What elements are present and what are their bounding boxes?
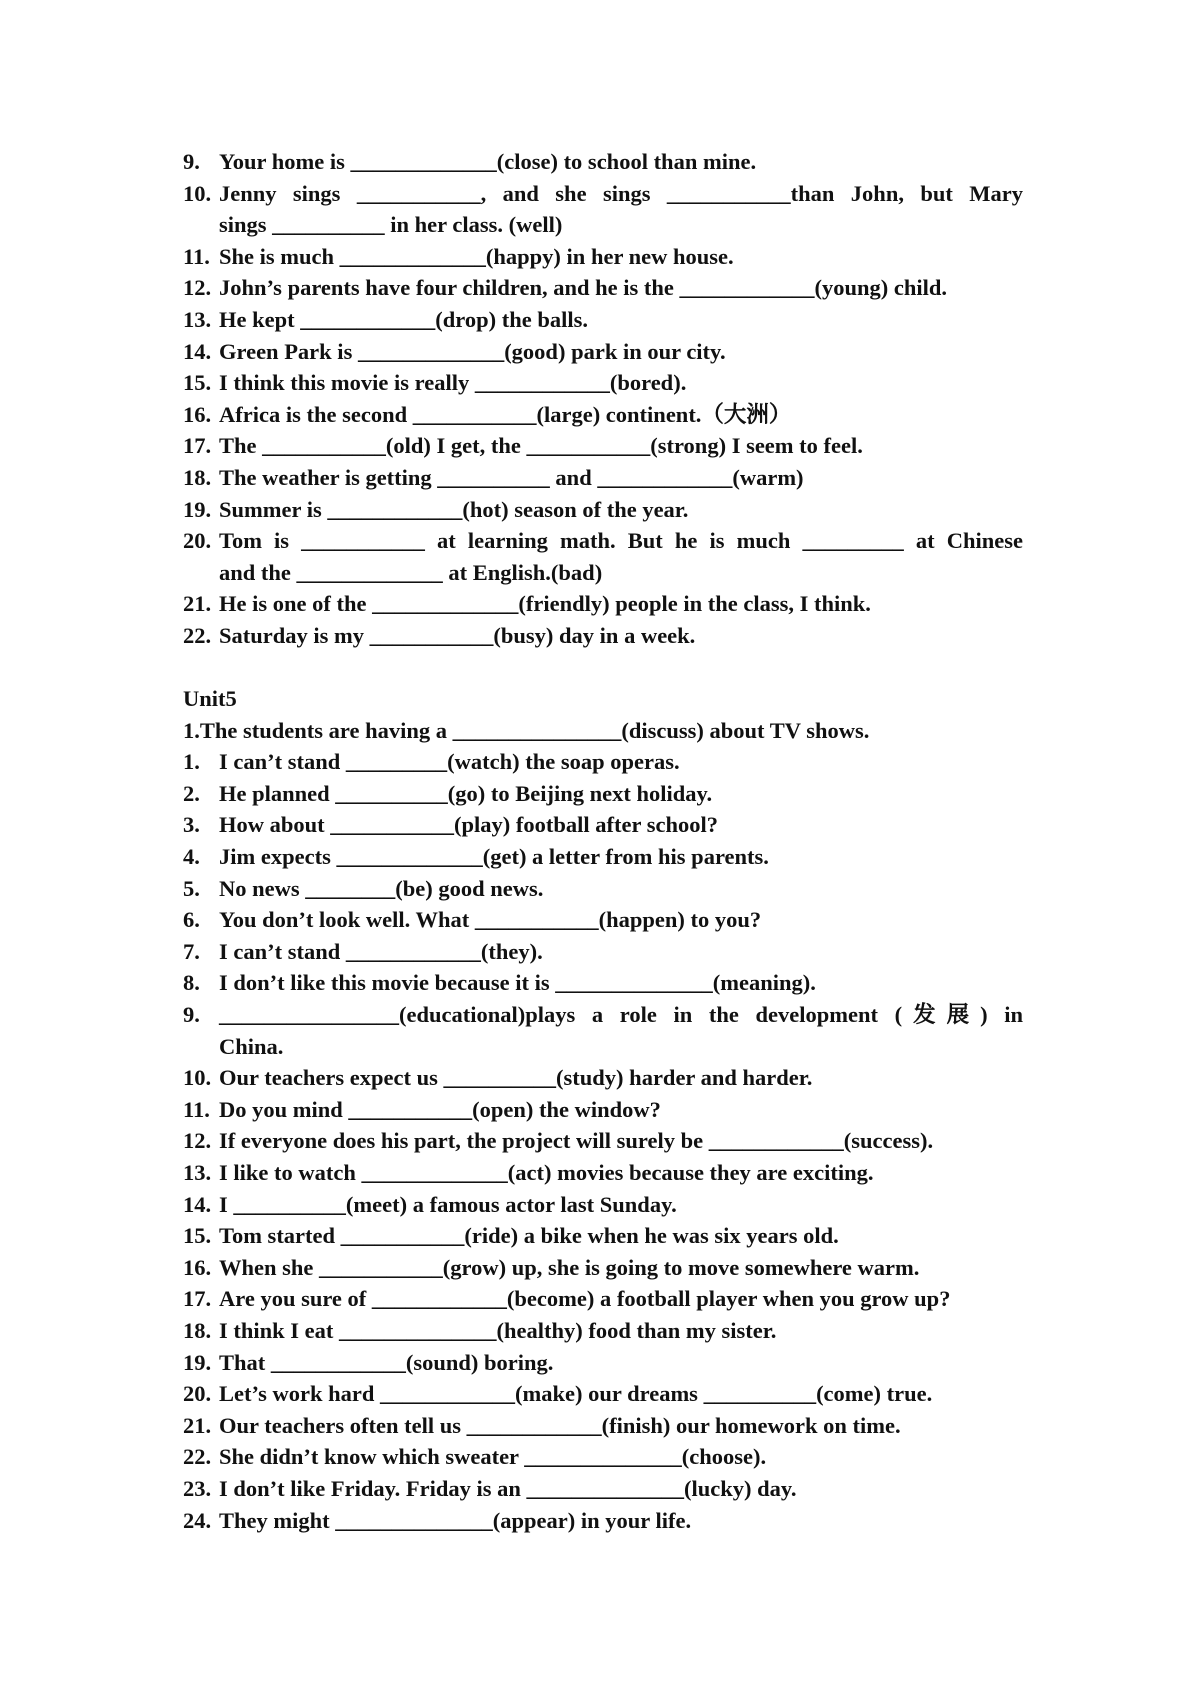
unit-heading: Unit5 [183,686,237,712]
exercise-text: How about ___________(play) football after school? [219,812,718,838]
exercise-line [183,1505,1023,1537]
exercise-number: 12. [183,275,212,301]
exercise-text: Are you sure of ____________(become) a football player when you grow up? [219,1286,951,1312]
exercise-line [183,967,1023,999]
exercise-number: 13. [183,306,212,332]
exercise-text: Summer is ____________(hot) season of the year. [219,496,689,522]
exercise-text: Tom is ___________ at learning math. But he is much _________ at Chinese [219,528,1023,554]
exercise-text: ________________(educational)plays a role in the development (发展) in [219,1002,1023,1028]
exercise-line [183,873,1023,905]
exercise-text: Saturday is my ___________(busy) day in a week. [219,622,696,648]
exercise-continuation-line [183,557,1023,589]
exercise-number: 5. [183,875,200,901]
exercise-text: Jim expects _____________(get) a letter from his parents. [219,844,769,870]
exercise-number: 10. [183,180,212,206]
exercise-line [183,1283,1023,1315]
exercise-number: 7. [183,938,200,964]
exercise-number: 23. [183,1475,212,1501]
exercise-text: I don’t like Friday. Friday is an ______________(lucky) day. [219,1475,797,1501]
exercise-line [183,494,1023,526]
exercise-section-unit5 [183,746,1023,1536]
exercise-number: 20. [183,528,212,554]
exercise-text: No news ________(be) good news. [219,875,544,901]
exercise-number: 20. [183,1381,212,1407]
exercise-line [183,146,1023,178]
exercise-number: 21. [183,591,212,617]
exercise-number: 12. [183,1128,212,1154]
exercise-number: 22. [183,622,212,648]
exercise-text: I can’t stand ____________(they). [219,938,543,964]
exercise-line [183,778,1023,810]
exercise-text: He planned __________(go) to Beijing next holiday. [219,780,713,806]
exercise-line [183,241,1023,273]
exercise-number: 15. [183,1223,212,1249]
exercise-text: 1.The students are having a _______________(discuss) about TV shows. [183,717,870,743]
exercise-number: 18. [183,464,212,490]
exercise-line [183,1441,1023,1473]
exercise-line [183,430,1023,462]
exercise-number: 3. [183,812,200,838]
exercise-text: I __________(meet) a famous actor last Sunday. [219,1191,677,1217]
exercise-text: The weather is getting __________ and ____________(warm) [219,464,804,490]
exercise-line [183,462,1023,494]
exercise-text: I don’t like this movie because it is ______________(meaning). [219,970,816,996]
exercise-line [183,367,1023,399]
exercise-line [183,1157,1023,1189]
exercise-number: 18. [183,1317,212,1343]
exercise-number: 19. [183,496,212,522]
exercise-text: Our teachers expect us __________(study) harder and harder. [219,1065,813,1091]
exercise-number: 11. [183,243,210,269]
exercise-text: She didn’t know which sweater ______________(choose). [219,1444,767,1470]
exercise-text: and the _____________ at English.(bad) [219,559,603,585]
exercise-line [183,620,1023,652]
exercise-line [183,1473,1023,1505]
exercise-text: If everyone does his part, the project will surely be ____________(success). [219,1128,934,1154]
exercise-number: 9. [183,149,200,174]
exercise-continuation-line [183,1031,1023,1063]
exercise-line [183,809,1023,841]
exercise-line [183,588,1023,620]
exercise-line [183,399,1023,431]
exercise-number: 15. [183,370,212,396]
exercise-section-comparatives [183,146,1023,652]
exercise-number: 9. [183,1002,200,1028]
exercise-text: She is much _____________(happy) in her new house. [219,243,734,269]
exercise-line [183,525,1023,557]
exercise-number: 22. [183,1444,212,1470]
exercise-line [183,746,1023,778]
exercise-number: 2. [183,780,200,806]
exercise-line [183,1220,1023,1252]
exercise-number: 6. [183,907,200,933]
exercise-text: He is one of the _____________(friendly) people in the class, I think. [219,591,871,617]
exercise-number: 16. [183,401,212,427]
exercise-number: 14. [183,1191,212,1217]
exercise-line [183,904,1023,936]
exercise-line [183,999,1023,1031]
exercise-text: Your home is _____________(close) to school than mine. [219,149,757,174]
exercise-text: China. [219,1033,284,1059]
exercise-text: Jenny sings ___________, and she sings ___________than John, but Mary [219,180,1023,206]
exercise-text: Green Park is _____________(good) park in our city. [219,338,726,364]
exercise-line [183,1410,1023,1442]
exercise-number: 24. [183,1507,212,1533]
worksheet-page [183,146,1023,1536]
exercise-line [183,1125,1023,1157]
exercise-line [183,1252,1023,1284]
exercise-text: Let’s work hard ____________(make) our dreams __________(come) true. [219,1381,933,1407]
exercise-line [183,272,1023,304]
exercise-line [183,1378,1023,1410]
exercise-number: 21. [183,1412,212,1438]
exercise-line [183,936,1023,968]
exercise-text: John’s parents have four children, and he is the ____________(young) child. [219,275,948,301]
exercise-number: 1. [183,749,200,775]
exercise-text: I think this movie is really ____________(bored). [219,370,687,396]
exercise-number: 10. [183,1065,212,1091]
exercise-text: Do you mind ___________(open) the window? [219,1096,661,1122]
exercise-text: When she ___________(grow) up, she is going to move somewhere warm. [219,1254,920,1280]
exercise-text: Tom started ___________(ride) a bike when he was six years old. [219,1223,839,1249]
exercise-number: 17. [183,1286,212,1312]
exercise-line [183,178,1023,210]
exercise-line [183,1347,1023,1379]
exercise-number: 4. [183,844,200,870]
exercise-line [183,1094,1023,1126]
section-gap [183,652,1023,684]
exercise-line [183,1315,1023,1347]
exercise-number: 11. [183,1096,210,1122]
exercise-text: They might ______________(appear) in your life. [219,1507,692,1533]
exercise-number: 16. [183,1254,212,1280]
exercise-text: I like to watch _____________(act) movies because they are exciting. [219,1160,874,1185]
exercise-line [183,1189,1023,1221]
exercise-text: You don’t look well. What ___________(happen) to you? [219,907,762,933]
exercise-text: I can’t stand _________(watch) the soap operas. [219,749,680,775]
exercise-text: That ____________(sound) boring. [219,1349,554,1375]
exercise-intro-line [183,715,1023,747]
exercise-number: 8. [183,970,200,996]
exercise-number: 19. [183,1349,212,1375]
exercise-number: 14. [183,338,212,364]
exercise-number: 13. [183,1160,212,1185]
exercise-line [183,304,1023,336]
exercise-line [183,841,1023,873]
exercise-text: I think I eat ______________(healthy) food than my sister. [219,1317,777,1343]
exercise-number: 17. [183,433,212,459]
exercise-line [183,1062,1023,1094]
exercise-continuation-line [183,209,1023,241]
exercise-text: He kept ____________(drop) the balls. [219,306,588,332]
exercise-text: sings __________ in her class. (well) [219,212,563,238]
exercise-text: Africa is the second ___________(large) continent.（大洲） [219,401,792,427]
exercise-text: The ___________(old) I get, the ___________(strong) I seem to feel. [219,433,863,459]
exercise-text: Our teachers often tell us ____________(finish) our homework on time. [219,1412,901,1438]
exercise-line [183,336,1023,368]
